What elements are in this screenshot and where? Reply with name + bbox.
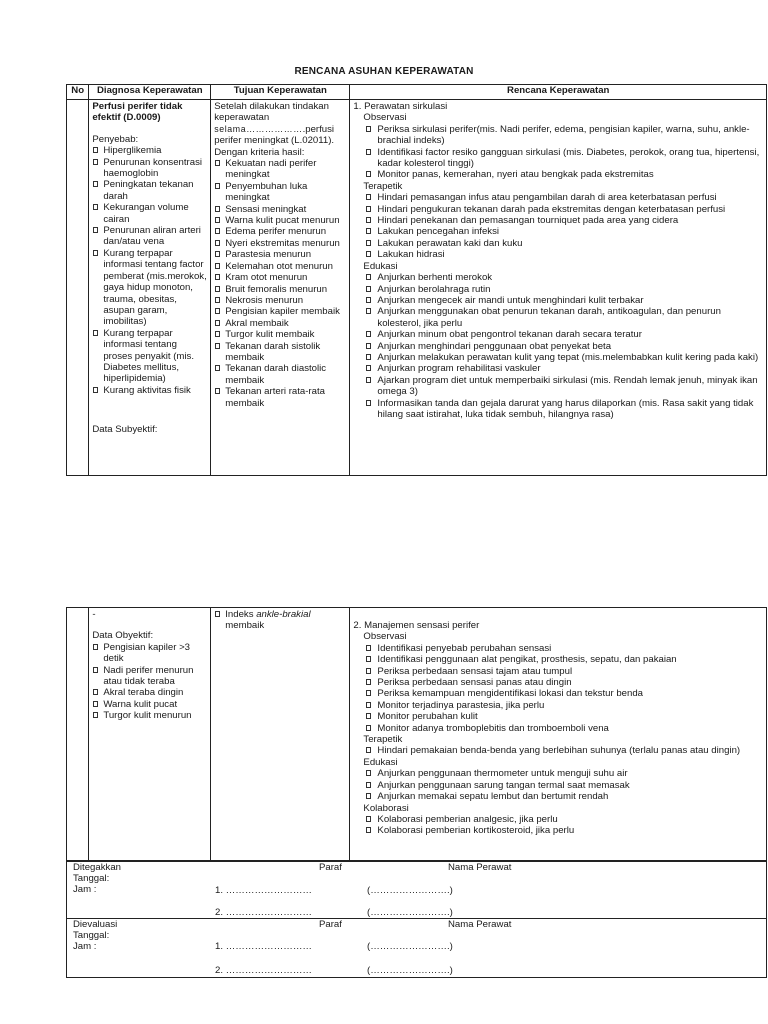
list-item: Kurang aktivitas fisik: [92, 385, 207, 396]
header-tujuan: Tujuan Keperawatan: [211, 85, 350, 100]
list-item: Periksa kemampuan mengidentifikasi lokasi dan tekstur benda: [365, 688, 763, 699]
kolaborasi-list: [365, 814, 763, 837]
list-item: Peningkatan tekanan darah: [92, 179, 207, 202]
category-observasi: Observasi: [363, 631, 407, 643]
kriteria-list: [214, 158, 346, 409]
category-edukasi: Edukasi: [363, 756, 398, 768]
sig-nama-line-1: (…………………….): [367, 941, 453, 952]
table-row: [67, 608, 767, 861]
tujuan-intro-text-2: .perfusi perifer meningkat (L.02011). Dengan kriteria hasil:: [214, 123, 335, 158]
terapetik-list: [365, 745, 763, 756]
list-item: [214, 609, 346, 632]
list-item: Penurunan konsentrasi haemoglobin: [92, 157, 207, 180]
table-header-row: [67, 85, 767, 100]
header-rencana: Rencana Keperawatan: [350, 85, 767, 100]
category-terapetik: Terapetik: [363, 734, 403, 746]
terapetik-list: [365, 192, 763, 260]
list-item: Anjurkan memakai sepatu lembut dan bertumit rendah: [365, 791, 763, 802]
data-obyektif-label: Data Obyektif:: [92, 630, 154, 642]
list-item: Akral teraba dingin: [92, 687, 207, 698]
list-item: Sensasi meningkat: [214, 204, 346, 215]
list-item: Kram otot menurun: [214, 272, 346, 283]
kriteria-text-2: membaik: [225, 620, 265, 632]
observasi-list: [365, 643, 763, 734]
penyebab-label: Penyebab:: [92, 133, 139, 145]
tujuan-intro-text: Setelah dilakukan tindakan keperawatan: [214, 101, 329, 124]
care-plan-table-page2: [66, 607, 767, 861]
header-no: No: [67, 85, 89, 100]
signature-block-ditegakkan: [66, 861, 767, 919]
list-item: Hindari pemasangan infus atau pengambilan darah di area keterbatasan perfusi: [365, 192, 763, 203]
list-item: Anjurkan berolahraga rutin: [365, 284, 763, 295]
list-item: Lakukan hidrasi: [365, 249, 763, 260]
table-row: [67, 100, 767, 476]
list-item: Tekanan arteri rata-rata membaik: [214, 386, 346, 409]
list-item: Pengisian kapiler >3 detik: [92, 642, 207, 665]
data-subyektif-label: Data Subyektif:: [92, 424, 158, 436]
sig-paraf-header: Paraf: [319, 862, 342, 873]
list-item: Edema perifer menurun: [214, 226, 346, 237]
list-item: Anjurkan minum obat pengontrol tekanan darah secara teratur: [365, 329, 763, 340]
list-item: Identifikasi factor resiko gangguan sirkulasi (mis. Diabetes, perokok, orang tua, hipertensi, kadar kolesterol tinggi): [365, 147, 763, 170]
list-item: Lakukan pencegahan infeksi: [365, 226, 763, 237]
diagnosa-title: Perfusi perifer tidak efektif (D.0009): [92, 101, 183, 124]
category-edukasi: Edukasi: [363, 260, 398, 272]
list-item: Nadi perifer menurun atau tidak teraba: [92, 665, 207, 688]
cell-rencana: [350, 608, 767, 861]
list-item: Kekurangan volume cairan: [92, 202, 207, 225]
list-item: Lakukan perawatan kaki dan kuku: [365, 238, 763, 249]
list-item: Penyembuhan luka meningkat: [214, 181, 346, 204]
list-item: Hiperglikemia: [92, 145, 207, 156]
edukasi-list: [365, 768, 763, 802]
list-item: Anjurkan menggunakan obat penurun tekanan darah, antikoagulan, dan penurun kolesterol, jika perlu: [365, 306, 763, 329]
list-item: Bruit femoralis menurun: [214, 284, 346, 295]
list-item: Kolaborasi pemberian kortikosteroid, jika perlu: [365, 825, 763, 836]
sig-line-2: 2. ………………………: [215, 907, 313, 918]
list-item: Nyeri ekstremitas menurun: [214, 238, 346, 249]
list-item: Nekrosis menurun: [214, 295, 346, 306]
list-item: Hindari pemakaian benda-benda yang berlebihan suhunya (terlalu panas atau dingin): [365, 745, 763, 756]
list-item: Kurang terpapar informasi tentang factor pemberat (mis.merokok, gaya hidup monoton, trauma, obesitas, asupan garam, imobilitas): [92, 248, 207, 328]
list-item: Periksa perbedaan sensasi panas atau dingin: [365, 677, 763, 688]
list-item: Parastesia menurun: [214, 249, 346, 260]
tujuan-intro: [214, 101, 346, 158]
cell-no: [67, 608, 89, 861]
category-observasi: Observasi: [363, 112, 407, 124]
cell-diagnosa: [89, 100, 211, 476]
tujuan-intro-selama: selama………………: [214, 123, 303, 134]
kriteria-list-continued: [214, 609, 346, 632]
list-item: Monitor panas, kemerahan, nyeri atau bengkak pada ekstremitas: [365, 169, 763, 180]
list-item: Kekuatan nadi perifer meningkat: [214, 158, 346, 181]
list-item: Tekanan darah diastolic membaik: [214, 363, 346, 386]
sig-label: Dievaluasi: [73, 919, 118, 930]
list-item: Anjurkan penggunaan thermometer untuk menguji suhu air: [365, 768, 763, 779]
category-terapetik: Terapetik: [363, 180, 403, 192]
list-item: Monitor terjadinya parastesia, jika perlu: [365, 700, 763, 711]
list-item: Periksa sirkulasi perifer(mis. Nadi perifer, edema, pengisian kapiler, warna, suhu, ankle-brachial indeks): [365, 124, 763, 147]
list-item: Akral membaik: [214, 318, 346, 329]
cell-tujuan: [211, 100, 350, 476]
kriteria-text: Indeks: [225, 609, 257, 620]
category-kolaborasi: Kolaborasi: [363, 802, 409, 814]
list-item: Periksa perbedaan sensasi tajam atau tumpul: [365, 666, 763, 677]
list-item: Monitor perubahan kulit: [365, 711, 763, 722]
list-item: Anjurkan program rehabilitasi vaskuler: [365, 363, 763, 374]
list-item: Identifikasi penggunaan alat pengikat, prosthesis, sepatu, dan pakaian: [365, 654, 763, 665]
sig-jam: Jam :: [73, 884, 97, 895]
list-item: Tekanan darah sistolik membaik: [214, 341, 346, 364]
document-title: RENCANA ASUHAN KEPERAWATAN: [294, 66, 474, 77]
list-item: Informasikan tanda dan gejala darurat yang harus dilaporkan (mis. Rasa sakit yang tidak hilang saat istirahat, luka tidak sembuh, hilangnya rasa): [365, 398, 763, 421]
observasi-list: [365, 124, 763, 181]
care-plan-table-page1: [66, 84, 767, 476]
list-item: Warna kulit pucat: [92, 699, 207, 710]
sig-line-2: 2. ………………………: [215, 965, 313, 976]
list-item: Kolaborasi pemberian analgesic, jika perlu: [365, 814, 763, 825]
list-item: Pengisian kapiler membaik: [214, 306, 346, 317]
signature-block-dievaluasi: [66, 918, 767, 978]
list-item: Turgor kulit menurun: [92, 710, 207, 721]
list-item: Anjurkan menghindari penggunaan obat penyekat beta: [365, 341, 763, 352]
data-obyektif-list: [92, 642, 207, 722]
list-item: Anjurkan mengecek air mandi untuk menghindari kulit terbakar: [365, 295, 763, 306]
rencana-title: 1. Perawatan sirkulasi: [353, 101, 448, 112]
list-item: Anjurkan penggunaan sarung tangan termal saat memasak: [365, 780, 763, 791]
sig-nama-header: Nama Perawat: [448, 919, 512, 930]
cell-no: [67, 100, 89, 476]
cell-tujuan: [211, 608, 350, 861]
list-item: Monitor adanya tromboplebitis dan tromboemboli vena: [365, 723, 763, 734]
sig-label: Ditegakkan: [73, 862, 121, 873]
edukasi-list: [365, 272, 763, 420]
sig-nama-line-2: (…………………….): [367, 965, 453, 976]
sig-nama-line-2: (…………………….): [367, 907, 453, 918]
page-gap: [0, 476, 768, 606]
list-item: Ajarkan program diet untuk memperbaiki sirkulasi (mis. Rendah lemak jenuh, minyak ikan omega 3): [365, 375, 763, 398]
kriteria-italic: ankle-brakial: [256, 609, 311, 620]
sig-line-1: 1. ………………………: [215, 885, 313, 896]
list-item: Kurang terpapar informasi tentang proses penyakit (mis. Diabetes mellitus, hiperlipidemia): [92, 328, 207, 385]
sig-paraf-header: Paraf: [319, 919, 342, 930]
rencana-title: 2. Manajemen sensasi perifer: [353, 620, 480, 631]
list-item: Anjurkan berhenti merokok: [365, 272, 763, 283]
sig-tanggal: Tanggal:: [73, 873, 110, 884]
dash-text: -: [92, 609, 96, 620]
penyebab-list: [92, 145, 207, 396]
cell-diagnosa: [89, 608, 211, 861]
sig-tanggal: Tanggal:: [73, 930, 110, 941]
sig-nama-header: Nama Perawat: [448, 862, 512, 873]
sig-nama-line-1: (…………………….): [367, 885, 453, 896]
sig-jam: Jam :: [73, 941, 97, 952]
list-item: Turgor kulit membaik: [214, 329, 346, 340]
list-item: Hindari pengukuran tekanan darah pada ekstremitas dengan keterbatasan perfusi: [365, 204, 763, 215]
list-item: Warna kulit pucat menurun: [214, 215, 346, 226]
list-item: Hindari penekanan dan pemasangan tourniquet pada area yang cidera: [365, 215, 763, 226]
list-item: Identifikasi penyebab perubahan sensasi: [365, 643, 763, 654]
list-item: Anjurkan melakukan perawatan kulit yang tepat (mis.melembabkan kulit kering pada kaki): [365, 352, 763, 363]
cell-rencana: [350, 100, 767, 476]
list-item: Penurunan aliran arteri dan/atau vena: [92, 225, 207, 248]
header-diagnosa: Diagnosa Keperawatan: [89, 85, 211, 100]
list-item: Kelemahan otot menurun: [214, 261, 346, 272]
sig-line-1: 1. ………………………: [215, 941, 313, 952]
